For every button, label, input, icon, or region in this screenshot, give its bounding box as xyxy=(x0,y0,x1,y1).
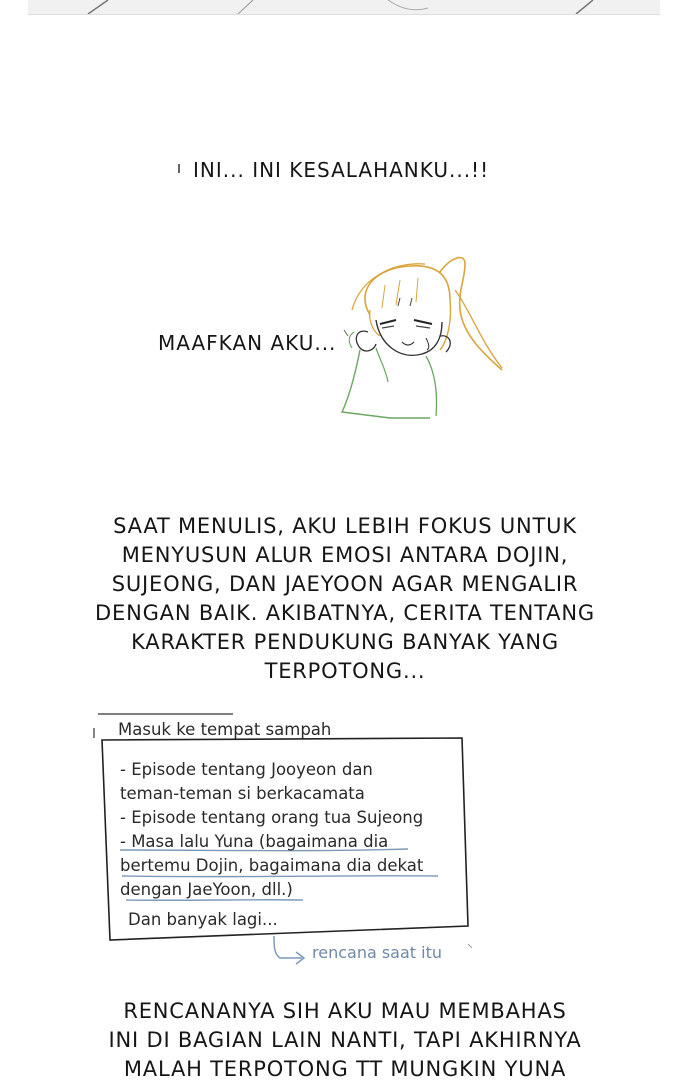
paragraph-1-line: DENGAN BAIK. AKIBATNYA, CERITA TENTANG xyxy=(95,601,595,625)
note-title: Masuk ke tempat sampah xyxy=(118,720,332,739)
top-panel-strip xyxy=(28,0,660,15)
caption-line-2: MAAFKAN AKU... xyxy=(158,331,337,355)
note-item: bertemu Dojin, bagaimana dia dekat xyxy=(120,856,424,875)
paragraph-1-line: MENYUSUN ALUR EMOSI ANTARA DOJIN, xyxy=(121,543,569,567)
note-item: teman-teman si berkacamata xyxy=(120,784,365,803)
paragraph-1-line: SUJEONG, DAN JAEYOON AGAR MENGALIR xyxy=(111,572,579,596)
crying-girl-illustration xyxy=(330,250,520,430)
paragraph-1 xyxy=(0,512,690,686)
note-item: - Episode tentang orang tua Sujeong xyxy=(120,808,424,827)
tick-mark xyxy=(178,164,180,173)
note-item: dengan JaeYoon, dll.) xyxy=(120,880,293,899)
paragraph-2-line: MALAH TERPOTONG TT MUNGKIN YUNA xyxy=(123,1057,567,1081)
paragraph-2-line: RENCANANYA SIH AKU MAU MEMBAHAS xyxy=(123,999,567,1023)
note-annotation: rencana saat itu xyxy=(312,943,443,962)
paragraph-2-line: INI DI BAGIAN LAIN NANTI, TAPI AKHIRNYA xyxy=(108,1028,582,1052)
top-panel-lines xyxy=(28,0,660,14)
paragraph-1-line: SAAT MENULIS, AKU LEBIH FOKUS UNTUK xyxy=(113,514,577,538)
note-footer: Dan banyak lagi... xyxy=(128,910,278,929)
paragraph-1-line: KARAKTER PENDUKUNG BANYAK YANG xyxy=(131,630,559,654)
note-item: - Masa lalu Yuna (bagaimana dia xyxy=(120,832,389,851)
caption-line-1: INI... INI KESALAHANKU...!! xyxy=(193,158,490,182)
note-item: - Episode tentang Jooyeon dan xyxy=(120,760,373,779)
paragraph-1-line: TERPOTONG... xyxy=(264,659,426,683)
paragraph-2 xyxy=(0,997,690,1084)
